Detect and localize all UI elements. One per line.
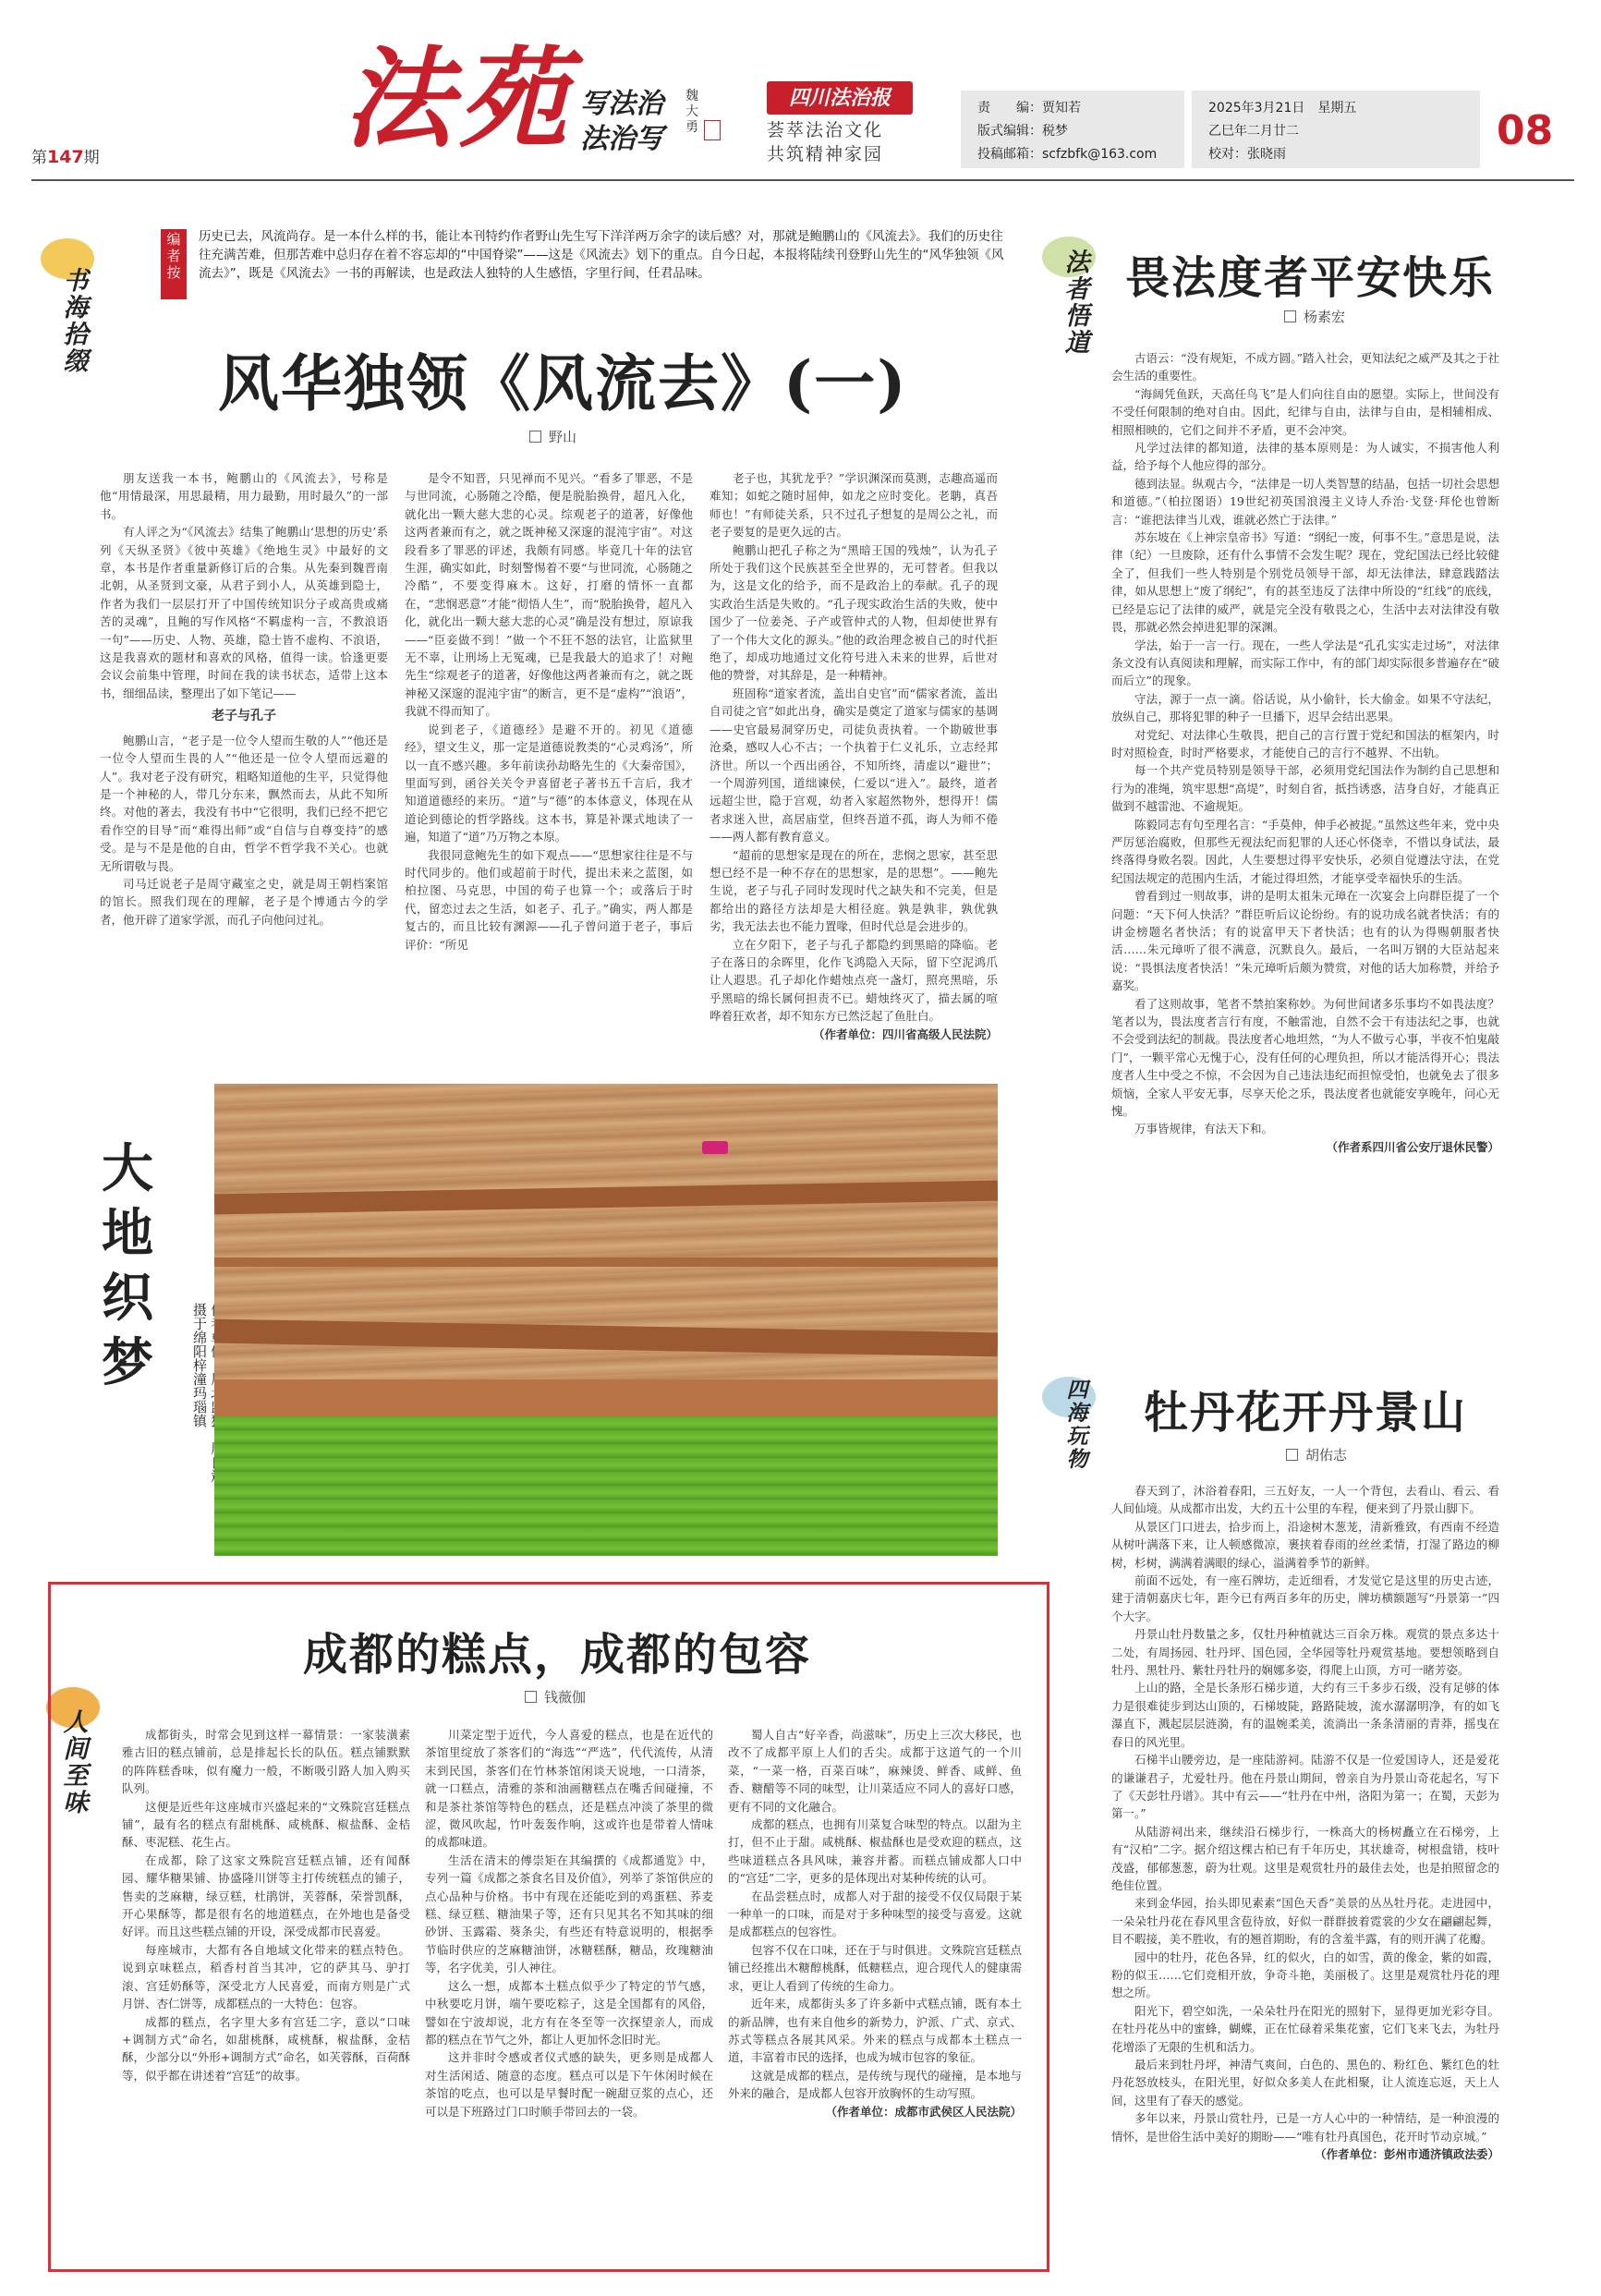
dark-soil-strip (214, 1379, 998, 1416)
article1-column-1: 朋友送我一本书，鲍鹏山的《风流去》，号称是他“用情最深，用思最精，用力最勤，用时最久”的一部书。 有人评之为“《风流去》结集了鲍鹏山‘思想的历史’系列《天纵圣贤》《彼中英雄》《绝地生灵》中最好的文章，本书是作者重量新修订后的合集。从先秦到魏晋南北朝，从圣贤到文豪，从君子到小人，从英雄到隐士，作者为我们一层层打开了中国传统知识分子或高贵或痛苦的灵魂”，且鲍的写作风格“不羁虚构一言，不教浪语一句”——历史、人物、英雄，隐士皆不虚构、不浪语，这是我喜欢的题材和喜欢的风格，值得一读。恰逢更要会议会前集中管理，时间在我的读书状态，适带上这本书，细细品读，整理出了如下笔记—— 老子与孔子 鲍鹏山言，“老子是一位令人望而生敬的人”“他还是一位令人望而生畏的人”“他还是一位令人望而远避的人”。我对老子没有研究，粗略知道他的生平，只觉得他是一个神秘的人，带几分东来，飘然而去，从此不知所终。对他的著去，我没有书中“它很明，我们已经不把它看作空的目导”而“难得出师”或“自信与自尊变持”的感受。是与不是是他的自由，哲学不哲学我不关心。也就无所谓敬与畏。 司马迁说老子是周守藏室之史，就是周王朝档案馆的馆长。照我们现在的理解，老子是个博通古今的学者，他开辟了道家学派，而孔子向他问过礼。 (100, 471, 388, 927)
article1-author-note: （作者单位：四川省高级人民法院） (812, 1027, 998, 1041)
editor-info-box: 责 编：贾知若 版式编辑：税梦 投稿邮箱：scfzbfk@163.com (961, 91, 1184, 168)
photo-credit: 摄于绵阳梓潼玛瑙镇 (191, 1303, 208, 1427)
article4-byline: 钱薇伽 (525, 1687, 586, 1707)
column-badge-sihai: 四海玩物 (1066, 1378, 1088, 1472)
issue-number: 第147期 (31, 147, 100, 167)
green-crop-field (214, 1416, 998, 1556)
article2-byline: 杨素宏 (1284, 307, 1345, 326)
header-divider (31, 179, 1574, 181)
farmland-photo (214, 1084, 998, 1556)
tractor-icon (702, 1141, 728, 1154)
masthead-calligraphy: 写法治 法治写 (580, 88, 663, 155)
article3-byline: 胡佑志 (1286, 1445, 1347, 1464)
article2-author-note: （作者系四川省公安厅退休民警） (1326, 1139, 1499, 1154)
article4-column-3: 蜀人自古“好辛香，尚滋味”，历史上三次大移民，也改不了成都平原上人们的舌尖。成都于这道气的一个川菜，“一菜一格，百菜百味”，麻辣烫、鲜香、咸鲜、鱼香、糖醋等不同的味型，让川菜适应不同人的喜好口感，更有不同的文化融合。 成都的糕点，也拥有川菜复合味型的特点。以甜为主打，但不止于甜。咸桃酥、椒盐酥也是受欢迎的糕点，这些味道糕点各具风味，兼容并蓄。而糕点铺成都人口中的“宫廷”二字，更多的是体现出对某种传统的认可。 在品尝糕点时，成都人对于甜的接受不仅仅局限于某一种单一的口味，而是对于多种味型的接受与喜爱。这就是成都糕点的包容性。 包容不仅在口味，还在于与时俱进。文殊院宫廷糕点铺已经推出木糖醇桃酥，低糖糕点，迎合现代人的健康需求，更让人看到了传统的生命力。 近年来，成都街头多了许多新中式糕点铺，既有本土的新品牌，也有来自他乡的新势力，沪派、广式、京式、苏式等糕点各展其风采。外来的糕点与成都本土糕点一道，丰富着市民的选择，也成为城市包容的象征。 这就是成都的糕点，是传统与现代的碰撞，是本地与外来的融合，是成都人包容开放胸怀的生动写照。 （作者单位：成都市武侯区人民法院） (728, 1726, 1022, 2256)
article2-body: 古语云：“没有规矩，不成方圆。”踏入社会，更知法纪之威严及其之于社会生活的重要性。 “海阔凭鱼跃，天高任鸟飞”是人们向往自由的愿望。实际上，世间没有不受任何限制的绝对自由。因此，纪律与自由，法律与自由，是相辅相成、相照相映的，它们之间并不矛盾，更不会冲突。 凡学过法律的都知道，法律的基本原则是：为人诚实，不损害他人利益，给予每个人他应得的部分。 德到法显。纵观古今，“法律是一切人类智慧的结晶，包括一切社会思想和道德。”（柏拉图语）19世纪初英国浪漫主义诗人乔治·戈登·拜伦也曾断言：“谁把法律当儿戏，谁就必然亡于法律。” 苏东坡在《上神宗皇帝书》写道：“纲纪一废，何事不生。”意思是说，法律（纪）一旦废除，还有什么事情不会发生呢？现在，党纪国法已经比较健全了，但我们一些人特别是个别党员领导干部，却无法律法，肆意践踏法律，如从思想上“废了纲纪”，有的甚至违反了法律中所设的“红线”的底线，已经是忘记了法律的威严，就是完全没有敬畏之心，生活中去对法律没有敬畏，那就必然会掉进犯罪的深渊。 学法，始于一言一行。现在，一些人学法是“孔孔实实走过场”，对法律条文没有认真阅读和理解，而实际工作中，有的部门却实际很多普遍存在“破而后立”的现象。 守法，源于一点一滴。俗话说，从小偷针，长大偷金。如果不守法纪，放纵自己，那将犯罪的种子一旦播下，迟早会结出恶果。 对党纪、对法律心生敬畏，把自己的言行置于党纪和国法的框架内，时时对照检查，时时严格要求，才能使自己的言行不越界、不出轨。 每一个共产党员特别是领导干部，必须用党纪国法作为制约自己思想和行为的准绳，筑牢思想“高堤”，时刻自省，抵挡诱惑，洁身自好，才能真正做到不越雷池、不逾规矩。 陈毅同志有句至理名言：“手莫伸，伸手必被捉。”虽然这些年来，党中央严厉惩治腐败，但那些无视法纪而犯罪的人还心怀侥幸，不惜以身试法，最终落得身败名裂。因此，人生要想过得平安快乐，必须自觉遵法守法，在党纪国法规定的范围内生活，才能过得坦然，才能享受幸福快乐的生活。 曾看到过一则故事，讲的是明太祖朱元璋在一次宴会上向群臣提了一个问题：“天下何人快活？”群臣听后议论纷纷。有的说功成名就者快活；有的讲金榜题名者快活；有的说富甲天下者快活；也有的认为得赐朝服者快活……朱元璋听了很不满意，沉默良久。最后，一名叫万钢的大臣站起来说：“畏惧法度者快活！”朱元璋听后颇为赞赏，对他的话大加称赞，并给予嘉奖。 看了这则故事，笔者不禁拍案称妙。为何世间诸多乐事均不如畏法度？笔者以为，畏法度者言行有度，不触雷池，自然不会干有违法纪之事，也就不会受到法纪的制裁。畏法度者心地坦然，“为人不做亏心事，半夜不怕鬼敲门”，一颗平常心无愧于心，没有任何的心理负担，所以才能活得开心；畏法度者人生中受之不惊，不会因为自己违法违纪而担惊受怕，也就免去了很多烦恼，全家人平安无事，尽享天伦之乐，畏法度者也就能安享晚年，问心无愧。 万事皆规律，有法天下和。 （作者系四川省公安厅退休民警） (1111, 349, 1499, 1259)
article4-column-1: 成都街头，时常会见到这样一幕情景：一家装潢素雅古旧的糕点铺前，总是排起长长的队伍。糕点铺默默的阵阵糕香味，似有魔力一般，不断吸引路人加入购买队列。 这便是近些年这座城市兴盛起来的“文殊院宫廷糕点铺”，最有名的糕点有甜桃酥、咸桃酥、椒盐酥、金桔酥、枣泥糕、花生占。 在成都，除了这家文殊院宫廷糕点铺，还有闻酥园、耀华糖果铺、协盛隆川饼等主打传统糕点的铺子，售卖的芝麻糖，绿豆糕，杜鹃饼，芙蓉酥，荣誉凯酥，开心果酥等，都是很有名的地道糕点，在外地也是备受好评。而且这些糕点铺的开设，深受成都市民喜爱。 每座城市，大都有各自地域文化带来的糕点特色。说到京味糕点，稻香村首当其冲，它的萨其马、驴打滚、宫廷奶酥等，深受北方人民喜爱，而南方则是广式月饼、杏仁饼等，成都糕点的一大特色：包容。 成都的糕点，名字里大多有宫廷二字，意以“口味+调制方式”命名，如甜桃酥，咸桃酥，椒盐酥，金桔酥，少部分以“外形+调制方式”命名，如芙蓉酥，百荷酥等，似乎都在讲述着“宫廷”的故事。 (122, 1728, 410, 2083)
article3-title: 牡丹花开丹景山 (1144, 1387, 1468, 1439)
article1-title: 风华独领《风流去》(一) (218, 347, 908, 419)
column-badge-shuhai: 书海拾缀 (63, 267, 89, 376)
article3-author-note: （作者单位：彭州市通济镇政法委） (1314, 2147, 1499, 2162)
column-badge-renjian: 人间至味 (63, 1708, 89, 1817)
newspaper-logo: 四川法治报 (767, 81, 913, 115)
article1-byline: 野山 (529, 427, 576, 446)
page-number: 08 (1497, 107, 1554, 154)
soil-band (214, 1257, 998, 1267)
article1-column-2: 是令不知晋，只见禅而不见兴。“看多了罪恶，不是与世同流，心肠随之冷酷，便是脱胎换骨，超凡入化，就化出一颗大慈大悲的心灵。综观老子的道著，好像他这两者兼而有之，就之既神秘又深邃的混沌宇宙”。对这段看多了罪恶的评述，我颇有同感。毕竟几十年的法官生涯，确实如此，时刻警惕着不要“与世同流，心肠随之冷酷”，不要变得麻木。这好，打磨的情怀一直都在，“悲悯恶意”才能“彻悟人生”，而“脱胎换骨，超凡入化，就化出一颗大慈大悲的心灵”确是没有想过，原谅我——“臣妾做不到！”做一个不狂不怒的法官，让监狱里无不辜，让刑场上无冤魂，已是我最大的追求了！对鲍先生“综观老子的道著，好像他这两者兼而有之，就之既神秘又深邃的混沌宇宙”的断言，更不是“虚构”“浪语”，我就不得而知了。 说到老子，《道德经》是避不开的。初见《道德经》，望文生义，那一定是道德说教类的“心灵鸡汤”，所以一直不感兴趣。多年前读孙劫略先生的《大秦帝国》，里面写到，函谷关关令尹喜留老子著书五千言后，我才知道道德经的来历。“道”与“德”的本体意义，体现在从道论到德论的哲学路线。这本书，算是补课式地读了一遍，知道了“道”乃万物之本原。 我很同意鲍先生的如下观点——“思想家往往是不与时代同步的。他们或超前于时代，提出未来之蓝图，如柏拉图、马克思，中国的荀子也算一个；或落后于时代，留恋过去之生活，如老子、孔子。”确实，两人都是复古的，而且比较有渊源——孔子曾问道于老子，事后评价：“所见 (405, 471, 693, 952)
seal-stamp-icon (704, 120, 721, 140)
column-badge-fazhe: 法者悟道 (1064, 249, 1090, 358)
calligraphy-signature: 魏大勇 (685, 89, 698, 135)
editor-note-text: 历史已去，风流尚存。是一本什么样的书，能让本刊特约作者野山先生写下洋洋两万余字的读后感？对，那就是鲍鹏山的《风流去》。我们的历史往往充满苦难，但那苦难中总归存在着不容忘却的“中国脊梁”——这是《风流去》划下的重点。自今日起，本报将陆续刊登野山先生的“风华独领《风流去》”，既是《风流去》一书的再解读，也是政法人独特的人生感悟，字里行间，任君品味。 (199, 229, 1004, 281)
photo-title: 大地织梦 (102, 1138, 153, 1393)
article4-column-2: 川菜定型于近代，今人喜爱的糕点，也是在近代的茶馆里绽放了茶客们的“海选”“严选”，代代流传，从清末到民国，茶客们在竹林茶馆闲谈天说地，一口清茶，就一口糕点，清雅的茶和油画糖糕点在嘴舌间碰撞，不和是茶社茶馆等特色的糕点，还是糕点冲淡了茶里的微涩，微风吹起，竹叶轰轰作响，这或许也是带着人情味的成都味道。 生活在清末的傅崇矩在其编撰的《成都通览》中，专列一篇《成都之茶食名目及价值》，列举了茶馆供应的点心品种与价格。书中有现在还能吃到的鸡蛋糕、荞麦糕、绿豆糕、糖油果子等，还有只见其名不知其味的细砂饼、玉露霜、葵条尖，有些还有特意说明的，根据季节临时供应的芝麻糖油饼，冰糖糕酥，糖品，玫瑰糖油等，名字优美，引人神往。 这么一想，成都本土糕点似乎少了特定的节气感，中秋要吃月饼，端午要吃粽子，这是全国都有的风俗，譬如在宁波却说，北方有在冬至等一次探望亲人，而成都的糕点在节气之外，都让人更加怀念旧时光。 这并非时令感或者仪式感的缺失，更多则是成都人对生活闲适、随意的态度。糕点可以是下午休闲时候在茶馆的吃点，也可以是早餐时配一碗甜豆浆的点心，还可以是下班路过门口时顺手带回去的一袋。 (425, 1728, 713, 2119)
date-info-box: 2025年3月21日 星期五 乙巳年二月廿二 校对：张晓雨 (1192, 91, 1480, 168)
slogan: 荟萃法治文化 共筑精神家园 (767, 120, 884, 164)
masthead-title: 法苑 (344, 34, 574, 163)
article4-author-note: （作者单位：成都市武侯区人民法院） (825, 2104, 1022, 2119)
article2-title: 畏法度者平安快乐 (1125, 252, 1496, 304)
article4-title: 成都的糕点，成都的包容 (303, 1629, 812, 1681)
article1-subhead: 老子与孔子 (212, 709, 276, 724)
article3-body: 春天到了，沐浴着春阳，三五好友，一人一个背包，去看山、看云、看人间仙境。从成都市出发，大约五十公里的车程，便来到了丹景山脚下。 从景区门口进去，拾步而上，沿途树木葱茏，清新雅致，有西南不经造从树叶满落下来，让人顿感微凉，裹挟着春雨的丝丝柔情，打湿了路边的柳树，杉树，满满着满眼的绿心，溢满着季节的新鲜。 前面不远处，有一座石牌坊，走近细看，才发觉它是这里的历史古迹，建于清朝嘉庆七年，距今已有两百多年的历史，牌坊横额题写“丹景第一”四个大字。 丹景山牡丹数量之多，仅牡丹种植就达三百余万株。观赏的景点多达十二处，有周扬园、牡丹坪、国色园，全华园等牡丹观赏基地。要想领略到自牡丹、黑牡丹、紫牡丹牡丹的娴娜多姿，得爬上山顶，方可一睹芳姿。 上山的路，全是长条形石梯步道，大约有三千多步石级，没有足够的体力是很难徒步到达山顶的，石梯坡陡，路路陡坡，流水潺潺明净，有的如飞瀑直下，溅起层层涟漪，有的温婉柔美，流淌出一条条清丽的青莽，摇曳在春日的风光里。 石梯半山腰旁边，是一座陆游祠。陆游不仅是一位爱国诗人，还是爱花的谦谦君子，尤爱牡丹。他在丹景山期间，曾亲自为丹景山奇花起名，写下了《天彭牡丹谱》。其中有云——“牡丹在中州，洛阳为第一；在蜀，天彭为第一。” 从陆游祠出来，继续沿石梯步行，一株高大的杨树矗立在石梯旁，上有“汉柏”二字。据介绍这棵古柏已有千年历史，其状雄奇，树根盘错，枝叶茂盛，郁郁葱葱，蔚为壮观。这里是观赏牡丹的最佳去处，也是拍照留念的绝佳位置。 来到金华园，抬头即见素素“国色天香”美景的丛丛牡丹花。走进园中，一朵朵牡丹花在春风里含苞待放，好似一群群披着霓裳的少女在翩翩起舞，目不暇接，美不胜收，有的翘首期盼，有的含羞半露，有的则开满了花瓣。 园中的牡丹，花色各异，红的似火，白的如雪，黄的像金，紫的如霞，粉的似玉……它们竞相开放，争奇斗艳，美丽极了。这里是观赏牡丹花的理想之所。 阳光下，碧空如洗，一朵朵牡丹在阳光的照射下，显得更加光彩夺目。在牡丹花丛中的蜜蜂，蝴蝶，正在忙碌着采集花蜜，它们飞来飞去，为牡丹花增添了无限的生机和活力。 最后来到牡丹坪，神清气爽间，白色的、黑色的、粉红色、紫红色的牡丹花怒放枝头，在阳光里，好似众多美人在此相聚，让人流连忘返，天上人间，这里有了春天的感觉。 多年以来，丹景山赏牡丹，已是一方人心中的一种情结，是一种浪漫的情怀，是世俗生活中美好的期盼——“唯有牡丹真国色，花开时节动京城。” （作者单位：彭州市通济镇政法委） (1111, 1482, 1499, 2260)
article1-column-3: 老子也，其犹龙乎？”学识渊深而莫测，志趣高遥而难知；如蛇之随时屈伸，如龙之应时变化。老聃，真吾师也！”有师徒关系，只不过孔子想复的是周公之礼，而老子要复的是更久远的古。 鲍鹏山把孔子称之为“黑暗王国的残烛”，认为孔子所处于我们这个民族甚至全世界的，无可替者。但我以为，这是文化的给予，而不是政治上的奉献。孔子的现实政治生活是失败的。“孔子现实政治生活的失败，使中国少了一位姜尧、子产或管仲式的人物，但却使世界有了一个伟大文化的源头。”他的政治理念被自己的时代拒绝了，却成功地通过文化符号进入未来的世界，后世对他的赞誉，对其辞是，是一种精神。 班固称“道家者流，盖出自史官”而“儒家者流，盖出自司徒之官”如此出身，确实是奠定了道家与儒家的基调——史官最易洞穿历史，司徒负责执着。一个勘破世事沧桑，感叹人心不古；一个执着于仁义礼乐，立志经邦济世。所以一个西出函谷，不知所终，清虚以“避世”；一个周游列国，道绌谏侯，仁爱以“进入”。最终，道者远超尘世，隐于宫观，幼者入家超然物外，想得开！儒者求迷入世，高居庙堂，但终吾道不孤，诲人为师不倦——两人都有教育意义。 “超前的思想家是现在的所在，悲悯之思家，甚至思想已经不是一种不存在的思想家，是的思想”。——鲍先生说，老子与孔子同时发现时代之缺失和不完美，但是都给出的路径方法却是大相径庭。孰是孰非，孰优孰劣，我无法去也不能力置喙，但时代总是会进步的。 立在夕阳下，老子与孔子都隐约到黑暗的降临。老子在落日的余晖里，化作飞鸿隐入天际，留下空泥鸿爪让人遐思。孔子却化作蜡烛点亮一盏灯，照亮黑暗，乐乎黑暗的绵长属何担责不已。蜡烛终灭了，描去属的喧哗着狂欢者，却不知东方已然泛起了鱼肚白。 （作者单位：四川省高级人民法院） (710, 469, 998, 1061)
editor-note-tag: 编者按 (161, 229, 187, 299)
